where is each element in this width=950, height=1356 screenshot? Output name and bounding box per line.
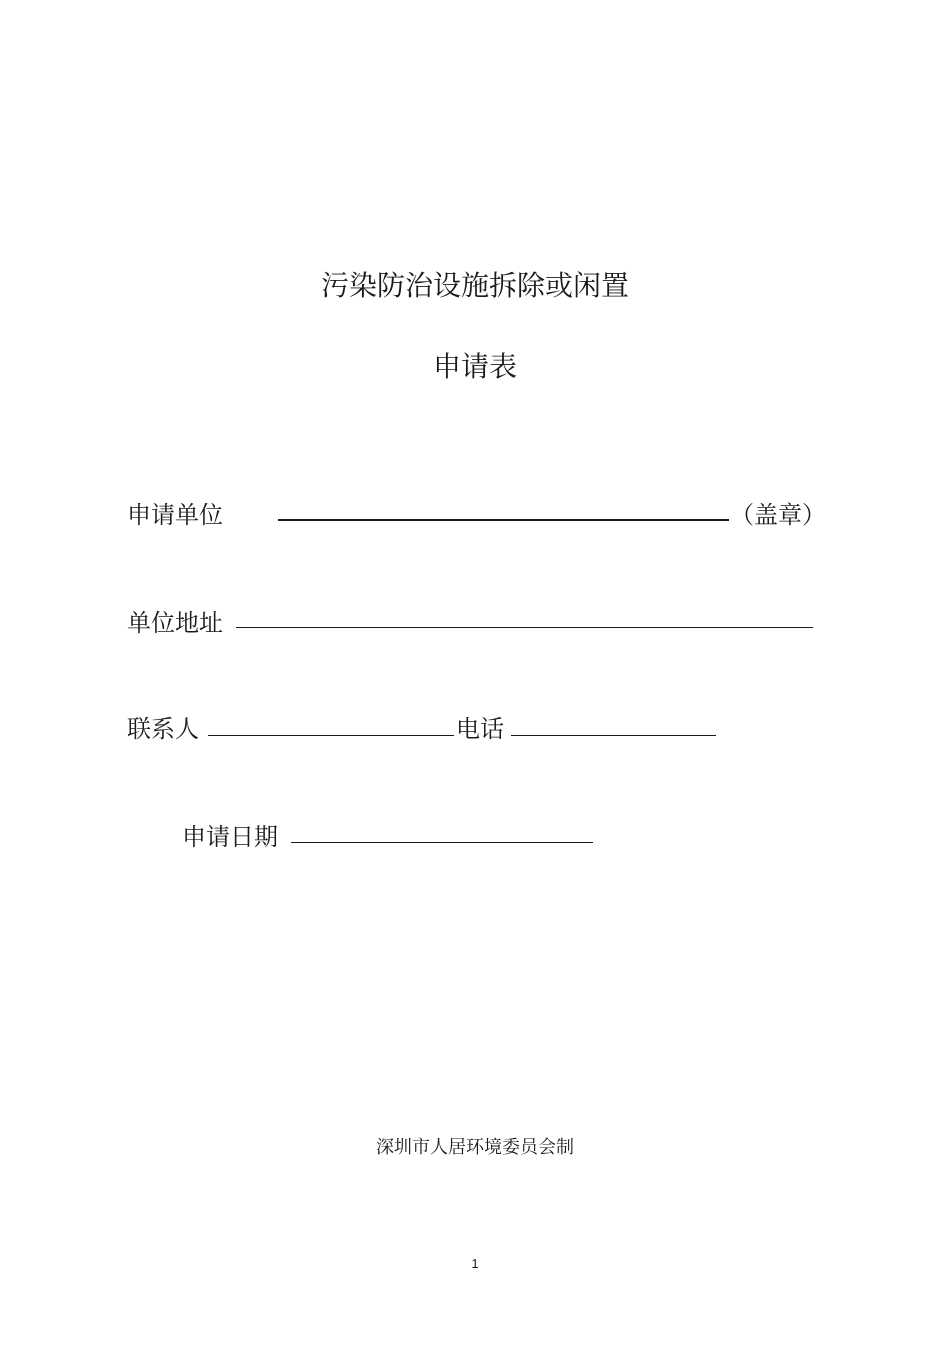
phone-blank-line[interactable]: [511, 735, 716, 736]
applicant-seal-note: （盖章）: [730, 501, 826, 529]
address-label: 单位地址: [127, 609, 223, 637]
contact-label: 联系人: [127, 715, 199, 743]
applicant-blank-line[interactable]: [278, 519, 729, 521]
address-blank-line[interactable]: [236, 627, 813, 628]
document-title-line2: 申请表: [432, 350, 517, 383]
phone-label: 电话: [456, 715, 504, 743]
date-label: 申请日期: [182, 823, 278, 851]
issuer-text: 深圳市人居环境委员会制: [376, 1137, 574, 1158]
applicant-label: 申请单位: [127, 501, 223, 529]
page-number: 1: [471, 1256, 479, 1271]
contact-blank-line[interactable]: [208, 735, 454, 736]
document-title-line1: 污染防治设施拆除或闲置: [320, 269, 629, 302]
date-blank-line[interactable]: [291, 842, 593, 843]
